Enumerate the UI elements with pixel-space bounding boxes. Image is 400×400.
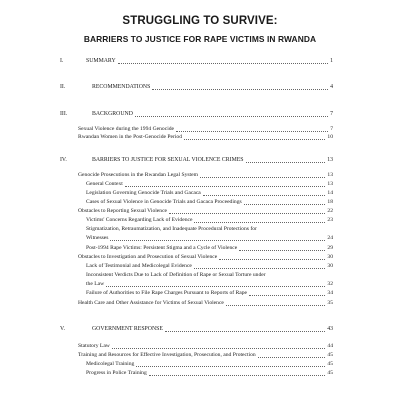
- toc-label: Lack of Testimonial and Medicolegal Evidence: [86, 263, 192, 269]
- page-number: 45: [327, 361, 333, 367]
- leader-dots: [169, 212, 325, 214]
- toc-entry[interactable]: [86, 272, 333, 279]
- toc-label: Stigmatization, Retraumatization, and Inadequate Procedural Protections for: [86, 226, 257, 232]
- toc-entry[interactable]: [86, 199, 333, 206]
- page-number: 34: [327, 290, 333, 296]
- toc-entry[interactable]: [78, 254, 333, 261]
- page-number: 43: [327, 326, 333, 332]
- page-number: 30: [327, 263, 333, 269]
- toc-entry-government-response[interactable]: [92, 326, 333, 333]
- toc-label: Cases of Sexual Violence in Genocide Trials and Gacaca Proceedings: [86, 199, 242, 205]
- toc-label: Victims' Concerns Regarding Lack of Evidence: [86, 217, 193, 223]
- leader-dots: [165, 330, 325, 332]
- toc-label: Failure of Authorities to File Rape Charges Pursuant to Reports of Rape: [86, 290, 248, 296]
- leader-dots: [176, 130, 328, 132]
- page-number: 7: [330, 126, 333, 132]
- page-number: 35: [327, 300, 333, 306]
- section-number: V.: [60, 326, 65, 332]
- leader-dots: [110, 239, 325, 241]
- toc-label: Sexual Violence during the 1994 Genocide: [78, 126, 175, 132]
- toc-label: BACKGROUND: [92, 111, 133, 117]
- page-number: 13: [327, 172, 333, 178]
- leader-dots: [219, 258, 325, 260]
- toc-entry[interactable]: [86, 226, 333, 233]
- page-number: 45: [327, 352, 333, 358]
- leader-dots: [258, 356, 326, 358]
- toc-label: General Context: [86, 181, 123, 187]
- toc-label: Genocide Prosecutions in the Rwandan Legal System: [78, 172, 198, 178]
- toc-entry[interactable]: [86, 281, 333, 288]
- leader-dots: [226, 304, 325, 306]
- toc-entry[interactable]: [78, 172, 333, 179]
- leader-dots: [152, 88, 328, 90]
- toc-label: Witnesses: [86, 235, 109, 241]
- page-number: 30: [327, 254, 333, 260]
- leader-dots: [125, 185, 326, 187]
- page-number: 1: [330, 58, 333, 64]
- page-number: 14: [327, 190, 333, 196]
- page-number: 44: [327, 343, 333, 349]
- page-number: 13: [327, 181, 333, 187]
- toc-label: Obstacles to Reporting Sexual Violence: [78, 208, 168, 214]
- toc-entry[interactable]: [78, 208, 333, 215]
- leader-dots: [244, 203, 326, 205]
- toc-label: SUMMARY: [86, 58, 116, 64]
- document-title: STRUGGLING TO SURVIVE:: [122, 15, 278, 27]
- leader-dots: [194, 267, 326, 269]
- toc-entry-barriers[interactable]: [92, 157, 333, 164]
- leader-dots: [203, 194, 326, 196]
- toc-label: GOVERNMENT RESPONSE: [92, 326, 163, 332]
- toc-label: Obstacles to Investigation and Prosecution of Sexual Violence: [78, 254, 218, 260]
- section-number: IV.: [60, 157, 67, 163]
- toc-entry[interactable]: [78, 352, 333, 359]
- page-number: 18: [327, 199, 333, 205]
- toc-entry[interactable]: [78, 343, 333, 350]
- toc-entry[interactable]: [78, 300, 333, 307]
- page-number: 10: [327, 134, 333, 140]
- toc-entry-background[interactable]: [92, 111, 333, 118]
- leader-dots: [118, 62, 328, 64]
- page-number: 23: [327, 217, 333, 223]
- toc-entry-recommendations[interactable]: [92, 84, 333, 91]
- section-number: III.: [60, 111, 68, 117]
- toc-entry[interactable]: [86, 370, 333, 377]
- toc-label: Rwandan Women in the Post-Genocide Period: [78, 134, 182, 140]
- leader-dots: [249, 294, 325, 296]
- toc-entry[interactable]: [86, 245, 333, 252]
- toc-entry[interactable]: [86, 361, 333, 368]
- toc-entry[interactable]: [86, 263, 333, 270]
- toc-label: BARRIERS TO JUSTICE FOR SEXUAL VIOLENCE CRIMES: [92, 157, 244, 163]
- toc-label: Training and Resources for Effective Investigation, Prosecution, and Protection: [78, 352, 256, 358]
- toc-label: the Law: [86, 281, 105, 287]
- toc-label: Post-1994 Rape Victims: Persistent Stigma and a Cycle of Violence: [86, 245, 238, 251]
- toc-entry[interactable]: [86, 290, 333, 297]
- leader-dots: [239, 249, 325, 251]
- toc-entry[interactable]: [86, 181, 333, 188]
- leader-dots: [136, 365, 325, 367]
- leader-dots: [184, 138, 325, 140]
- toc-entry[interactable]: [86, 217, 333, 224]
- toc-label: Statutory Law: [78, 343, 110, 349]
- page-number: 4: [330, 84, 333, 90]
- leader-dots: [149, 374, 326, 376]
- leader-dots: [106, 285, 325, 287]
- toc-entry[interactable]: [78, 126, 333, 133]
- toc-entry[interactable]: [78, 134, 333, 141]
- toc-entry[interactable]: [86, 190, 333, 197]
- leader-dots: [200, 176, 325, 178]
- toc-label: Health Care and Other Assistance for Victims of Sexual Violence: [78, 300, 224, 306]
- document-subtitle: BARRIERS TO JUSTICE FOR RAPE VICTIMS IN RWANDA: [83, 34, 317, 44]
- page-number: 24: [327, 235, 333, 241]
- toc-entry-summary[interactable]: [86, 58, 333, 65]
- page-number: 45: [327, 370, 333, 376]
- toc-label: Legislation Governing Genocide Trials and Gacaca: [86, 190, 201, 196]
- leader-dots: [112, 347, 326, 349]
- section-number: II.: [60, 84, 66, 90]
- toc-label: Inconsistent Verdicts Due to Lack of Definition of Rape or Sexual Torture under: [86, 272, 266, 278]
- leader-dots: [194, 221, 325, 223]
- toc-label: RECOMMENDATIONS: [92, 84, 151, 90]
- leader-dots: [246, 161, 326, 163]
- leader-dots: [135, 115, 328, 117]
- page-number: 22: [327, 208, 333, 214]
- page-number: 32: [327, 281, 333, 287]
- page-number: 29: [327, 245, 333, 251]
- section-number: I.: [60, 58, 64, 64]
- toc-entry[interactable]: [86, 235, 333, 242]
- toc-label: Medicolegal Training: [86, 361, 135, 367]
- toc-label: Progress in Police Training: [86, 370, 147, 376]
- page-number: 13: [327, 157, 333, 163]
- page-number: 7: [330, 111, 333, 117]
